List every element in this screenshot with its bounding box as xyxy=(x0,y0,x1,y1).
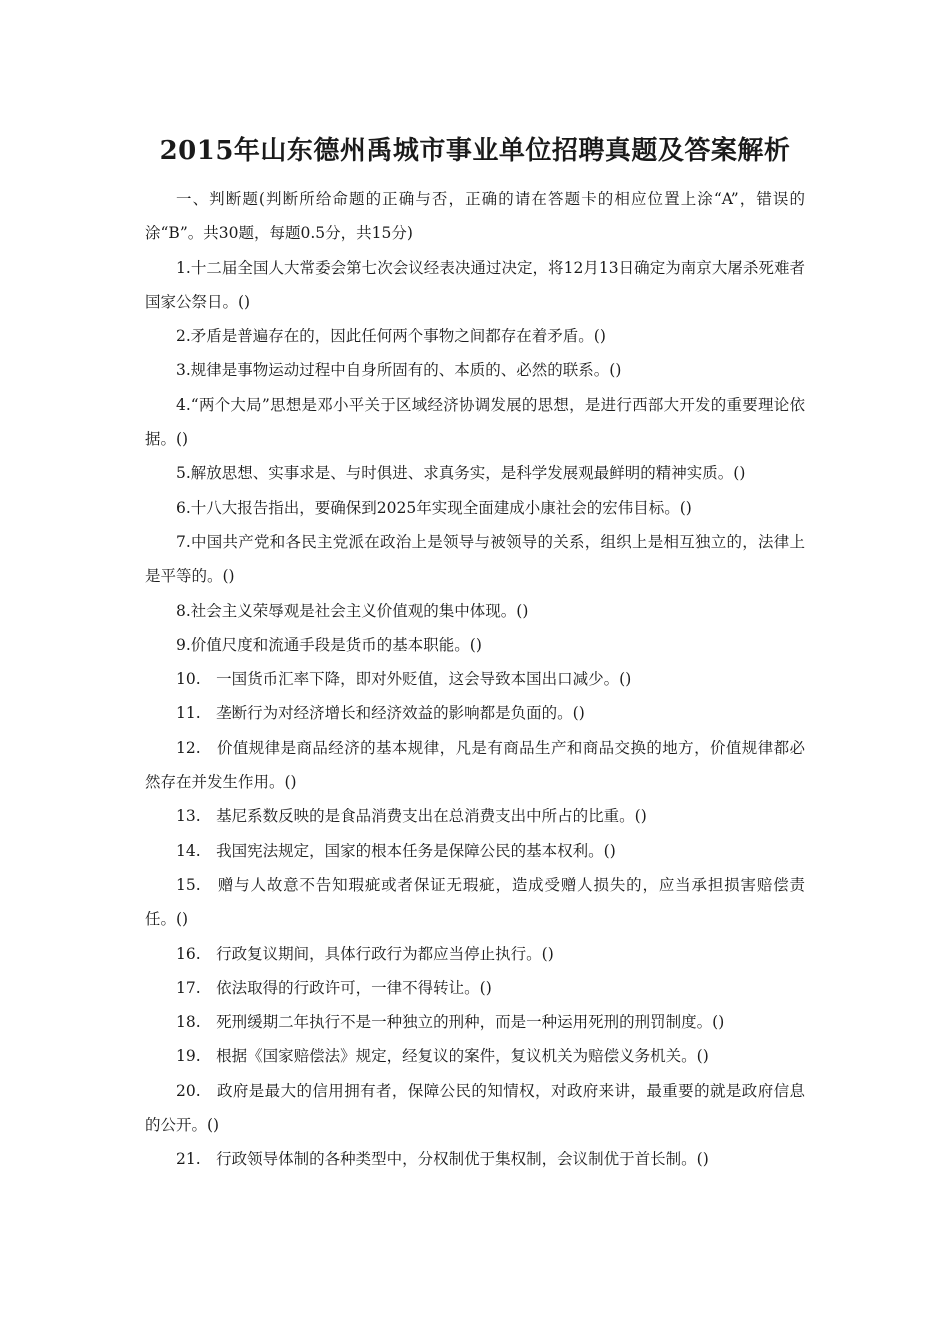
question-6: 6.十八大报告指出，要确保到2025年实现全面建成小康社会的宏伟目标。() xyxy=(176,498,692,517)
question-7: 7.中国共产党和各民主党派在政治上是领导与被领导的关系，组织上是相互独立的，法律上是平等的。() xyxy=(145,532,805,586)
question-18: 18. 死刑缓期二年执行不是一种独立的刑种，而是一种运用死刑的刑罚制度。() xyxy=(176,1013,725,1032)
question-1: 1.十二届全国人大常委会第七次会议经表决通过决定，将12月13日确定为南京大屠杀死难者国家公祭日。() xyxy=(145,258,805,311)
section-instructions: 一、判断题(判断所给命题的正确与否，正确的请在答题卡的相应位置上涂“A”，错误的涂“B”。共30题，每题0.5分，共15分) xyxy=(145,190,805,243)
question-15: 15. 赠与人故意不告知瑕疵或者保证无瑕疵，造成受赠人损失的，应当承担损害赔偿责任。() xyxy=(145,875,805,929)
question-5: 5.解放思想、实事求是、与时俱进、求真务实，是科学发展观最鲜明的精神实质。() xyxy=(176,464,746,483)
question-16: 16. 行政复议期间，具体行政行为都应当停止执行。() xyxy=(176,944,554,963)
question-8: 8.社会主义荣辱观是社会主义价值观的集中体现。() xyxy=(176,601,529,620)
document-body xyxy=(145,182,805,1177)
question-9: 9.价值尺度和流通手段是货币的基本职能。() xyxy=(176,635,482,654)
question-17: 17. 依法取得的行政许可，一律不得转让。() xyxy=(176,978,492,997)
question-10: 10. 一国货币汇率下降，即对外贬值，这会导致本国出口减少。() xyxy=(176,670,632,689)
question-11: 11. 垄断行为对经济增长和经济效益的影响都是负面的。() xyxy=(176,704,585,723)
page-title: 2015年山东德州禹城市事业单位招聘真题及答案解析 xyxy=(159,136,791,166)
question-3: 3.规律是事物运动过程中自身所固有的、本质的、必然的联系。() xyxy=(176,361,622,380)
question-12: 12. 价值规律是商品经济的基本规律，凡是有商品生产和商品交换的地方，价值规律都必然存在并发生作用。() xyxy=(145,738,805,792)
question-20: 20. 政府是最大的信用拥有者，保障公民的知情权，对政府来讲，最重要的就是政府信息的公开。() xyxy=(145,1081,805,1135)
question-14: 14. 我国宪法规定，国家的根本任务是保障公民的基本权利。() xyxy=(176,841,616,860)
question-4: 4.“两个大局”思想是邓小平关于区域经济协调发展的思想，是进行西部大开发的重要理论依据。() xyxy=(145,395,805,449)
question-2: 2.矛盾是普遍存在的，因此任何两个事物之间都存在着矛盾。() xyxy=(176,327,606,346)
question-13: 13. 基尼系数反映的是食品消费支出在总消费支出中所占的比重。() xyxy=(176,807,647,826)
question-21: 21. 行政领导体制的各种类型中，分权制优于集权制，会议制优于首长制。() xyxy=(176,1150,709,1169)
question-19: 19. 根据《国家赔偿法》规定，经复议的案件，复议机关为赔偿义务机关。() xyxy=(176,1047,709,1066)
